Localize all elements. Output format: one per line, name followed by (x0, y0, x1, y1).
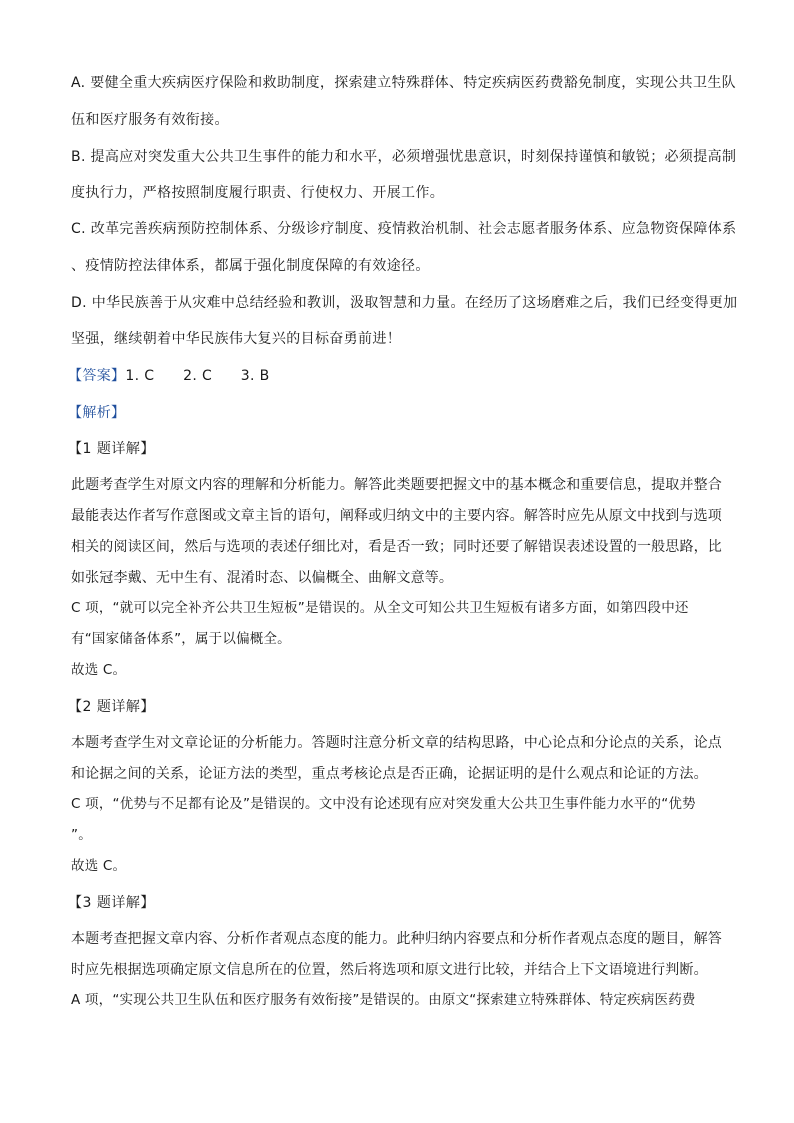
q2-para-line-2: 和论据之间的关系，论证方法的类型，重点考核论点是否正确，论据证明的是什么观点和论证的方法。 (71, 766, 708, 782)
q2-conclusion: 故选 C。 (71, 858, 127, 874)
answer-label: 【答案】 (68, 368, 126, 384)
option-a-line-2: 伍和医疗服务有效衔接。 (71, 112, 229, 128)
option-d-line-1: D. 中华民族善于从灾难中总结经验和教训，汲取智慧和力量。在经历了这场磨难之后，我们已经变得更加 (71, 295, 738, 311)
q1-para-line-4: 如张冠李戴、无中生有、混淆时态、以偏概全、曲解文意等。 (71, 570, 454, 586)
q1-para-line-1: 此题考查学生对原文内容的理解和分析能力。解答此类题要把握文中的基本概念和重要信息，提取并整合 (71, 477, 722, 493)
q3-detail-line-1: A 项，“实现公共卫生队伍和医疗服务有效衔接”是错误的。由原文“探索建立特殊群体、特定疾病医药费 (71, 992, 696, 1008)
q2-para-line-1: 本题考查学生对文章论证的分析能力。答题时注意分析文章的结构思路，中心论点和分论点的关系，论点 (71, 735, 722, 751)
option-d-line-2: 坚强，继续朝着中华民族伟大复兴的目标奋勇前进！ (71, 331, 402, 347)
q2-detail-line-1: C 项，“优势与不足都有论及”是错误的。文中没有论述现有应对突发重大公共卫生事件能力水平的“优势 (71, 796, 696, 812)
option-b-line-1: B. 提高应对突发重大公共卫生事件的能力和水平，必须增强忧患意识，时刻保持谨慎和敏锐；必须提高制 (71, 149, 737, 165)
option-b-line-2: 度执行力，严格按照制度履行职责、行使权力、开展工作。 (71, 185, 445, 201)
q1-detail-line-1: C 项，“就可以完全补齐公共卫生短板”是错误的。从全文可知公共卫生短板有诸多方面，如第四段中还 (71, 600, 689, 616)
option-c-line-1: C. 改革完善疾病预防控制体系、分级诊疗制度、疫情救治机制、社会志愿者服务体系、应急物资保障体系 (71, 221, 737, 237)
q3-para-line-1: 本题考查把握文章内容、分析作者观点态度的能力。此种归纳内容要点和分析作者观点态度的题目，解答 (71, 931, 722, 947)
q3-header: 【3 题详解】 (68, 895, 155, 911)
q3-para-line-2: 时应先根据选项确定原文信息所在的位置，然后将选项和原文进行比较，并结合上下文语境进行判断。 (71, 962, 708, 978)
q1-header: 【1 题详解】 (68, 441, 155, 457)
option-c-line-2: 、疫情防控法律体系，都属于强化制度保障的有效途径。 (71, 258, 430, 274)
answer-text: 1. C 2. C 3. B (125, 368, 270, 384)
analysis-label: 【解析】 (68, 405, 126, 421)
q1-detail-line-2: 有“国家储备体系”，属于以偏概全。 (71, 631, 291, 647)
q2-detail-line-2: ”。 (71, 827, 92, 843)
q1-conclusion: 故选 C。 (71, 662, 127, 678)
option-a-line-1: A. 要健全重大疾病医疗保险和救助制度，探索建立特殊群体、特定疾病医药费豁免制度，实现公共卫生队 (71, 75, 737, 91)
q2-header: 【2 题详解】 (68, 699, 155, 715)
q1-para-line-3: 相关的阅读区间，然后与选项的表述仔细比对，看是否一致；同时还要了解错误表述设置的一般思路，比 (71, 539, 722, 555)
q1-para-line-2: 最能表达作者写作意图或文章主旨的语句，阐释或归纳文中的主要内容。解答时应先从原文中找到与选项 (71, 508, 722, 524)
answer-line (68, 366, 270, 386)
